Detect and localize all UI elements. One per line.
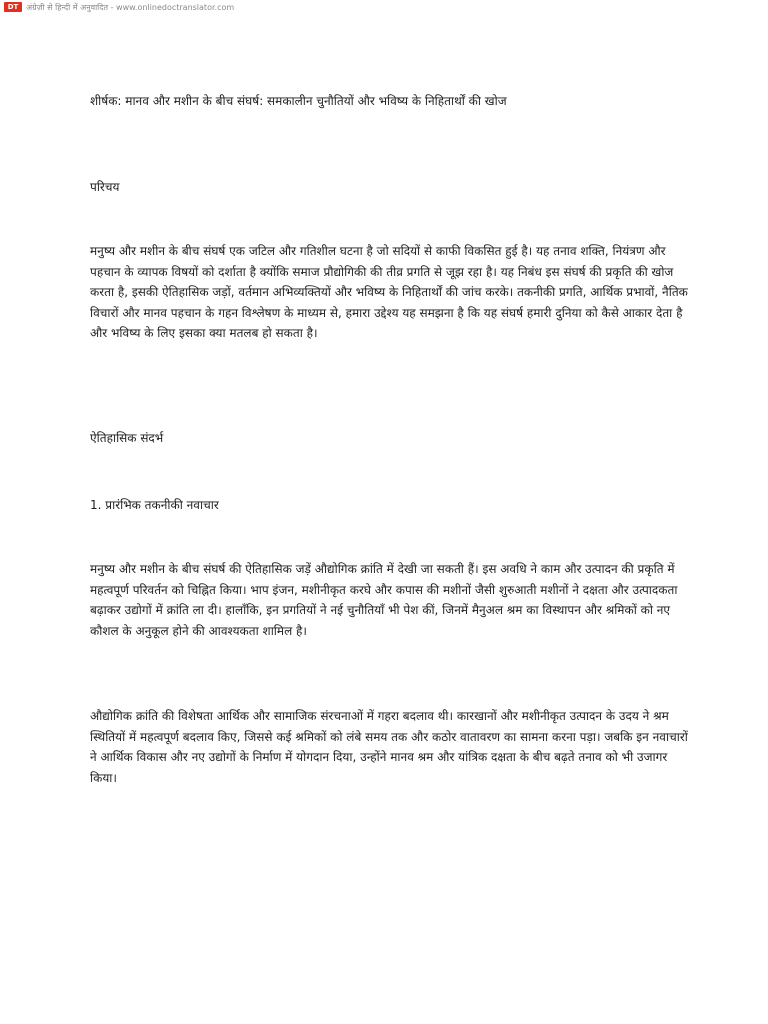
translator-watermark[interactable] xyxy=(0,0,238,14)
translator-logo-icon: DT xyxy=(4,2,22,12)
subheading-early-innovations: 1. प्रारंभिक तकनीकी नवाचार xyxy=(90,498,219,512)
watermark-text[interactable]: अंग्रेज़ी से हिन्दी में अनुवादित - www.onlinedoctranslator.com xyxy=(26,2,235,12)
history-paragraph-2: औद्योगिक क्रांति की विशेषता आर्थिक और सामाजिक संरचनाओं में गहरा बदलाव थी। कारखानों और मशीनीकृत उत्पादन के उदय ने श्रम स्थितियों में महत्वपूर्ण बदलाव किए, जिससे कई श्रमिकों को लंबे समय तक और कठोर वातावरण का सामना करना पड़ा। जबकि इन नवाचारों ने आर्थिक विकास और नए उद्योगों के निर्माण में योगदान दिया, उन्होंने मानव श्रम और यांत्रिक दक्षता के बीच बढ़ते तनाव को भी उजागर किया। xyxy=(90,709,688,785)
document-title: शीर्षक: मानव और मशीन के बीच संघर्ष: समकालीन चुनौतियों और भविष्य के निहितार्थों की खोज xyxy=(90,94,507,108)
history-paragraph-1: मनुष्य और मशीन के बीच संघर्ष की ऐतिहासिक जड़ें औद्योगिक क्रांति में देखी जा सकती हैं। इस अवधि ने काम और उत्पादन की प्रकृति में महत्वपूर्ण परिवर्तन को चिह्नित किया। भाप इंजन, मशीनीकृत करघे और कपास की मशीनों जैसी शुरुआती मशीनों ने दक्षता और उत्पादकता बढ़ाकर उद्योगों में क्रांति ला दी। हालाँकि, इन प्रगतियों ने नई चुनौतियाँ भी पेश कीं, जिनमें मैनुअल श्रम का विस्थापन और श्रमिकों को नए कौशल के अनुकूल होने की आवश्यकता शामिल है। xyxy=(90,562,678,638)
history-heading: ऐतिहासिक संदर्भ xyxy=(90,431,164,445)
intro-paragraph: मनुष्य और मशीन के बीच संघर्ष एक जटिल और गतिशील घटना है जो सदियों से काफी विकसित हुई है। यह तनाव शक्ति, नियंत्रण और पहचान के व्यापक विषयों को दर्शाता है क्योंकि समाज प्रौद्योगिकी की तीव्र प्रगति से जूझ रहा है। यह निबंध इस संघर्ष की प्रकृति की खोज करता है, इसकी ऐतिहासिक जड़ों, वर्तमान अभिव्यक्तियों और भविष्य के निहितार्थों की जांच करके। तकनीकी प्रगति, आर्थिक प्रभावों, नैतिक विचारों और मानव पहचान के गहन विश्लेषण के माध्यम से, हमारा उद्देश्य यह समझना है कि यह संघर्ष हमारी दुनिया को कैसे आकार देता है और भविष्य के लिए इसका क्या मतलब हो सकता है। xyxy=(90,244,688,340)
intro-heading: परिचय xyxy=(90,180,120,194)
